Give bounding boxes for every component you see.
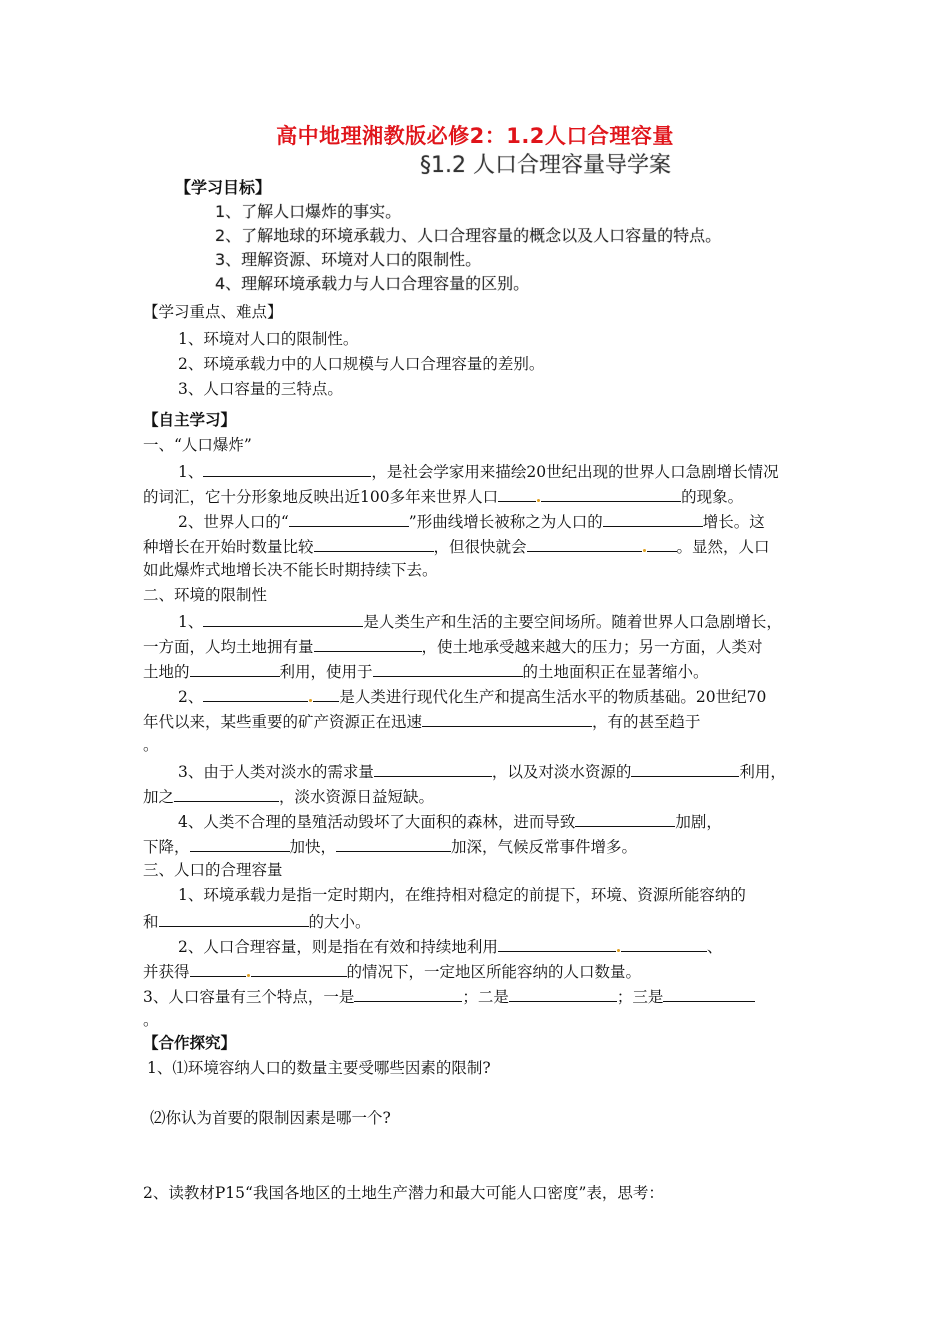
- question-line: 3、人口容量有三个特点，一是 ；二是 ；三是: [143, 985, 755, 1007]
- question-line: 2、世界人口的“ ”形曲线增长被称之为人口的 增长。这: [178, 510, 765, 532]
- cooperation-heading: 【合作探究】: [143, 1034, 237, 1052]
- self-study-heading: 【自主学习】: [143, 411, 237, 429]
- fill-blank[interactable]: [631, 760, 739, 777]
- section-title: 二、环境的限制性: [143, 586, 268, 604]
- marker-dot: [537, 499, 540, 502]
- question-line: 加之 ，淡水资源日益短缺。: [143, 785, 434, 807]
- question-line: 3、由于人类对淡水的需求量 ，以及对淡水资源的 利用，: [178, 760, 786, 782]
- fill-blank[interactable]: [647, 535, 677, 552]
- fill-blank[interactable]: [603, 510, 703, 527]
- keypoint-item: 1、环境对人口的限制性。: [178, 330, 359, 348]
- fill-blank[interactable]: [190, 835, 290, 852]
- marker-dot: [617, 949, 620, 952]
- fill-blank[interactable]: [159, 910, 309, 927]
- question-line: 下降， 加快， 加深，气候反常事件增多。: [143, 835, 637, 857]
- fill-blank[interactable]: [509, 985, 617, 1002]
- fill-blank[interactable]: [541, 485, 681, 502]
- fill-blank[interactable]: [203, 460, 371, 477]
- fill-blank[interactable]: [621, 935, 707, 952]
- keypoint-item: 3、人口容量的三特点。: [178, 380, 343, 398]
- keypoints-heading: 【学习重点、难点】: [143, 303, 283, 321]
- question-line: 和 的大小。: [143, 910, 371, 932]
- discussion-question: ⑵你认为首要的限制因素是哪一个?: [150, 1109, 391, 1127]
- fill-blank[interactable]: [663, 985, 755, 1002]
- question-line: 2、人口合理容量，则是指在有效和持续地利用 、: [178, 935, 722, 957]
- discussion-question: 2、读教材P15“我国各地区的土地生产潜力和最大可能人口密度”表，思考：: [143, 1184, 664, 1202]
- fill-blank[interactable]: [498, 485, 536, 502]
- question-line: 的词汇，它十分形象地反映出近100多年来世界人口 的现象。: [143, 485, 743, 507]
- fill-blank[interactable]: [575, 810, 675, 827]
- question-line: 土地的 利用，使用于 的土地面积正在显著缩小。: [143, 660, 709, 682]
- objectives-heading: 【学习目标】: [175, 178, 272, 197]
- question-line: 4、人类不合理的垦殖活动毁坏了大面积的森林，进而导致 加剧，: [178, 810, 722, 832]
- document-subtitle: §1.2 人口合理容量导学案: [420, 153, 671, 178]
- fill-blank[interactable]: [354, 985, 462, 1002]
- fill-blank[interactable]: [527, 535, 642, 552]
- fill-blank[interactable]: [190, 660, 280, 677]
- question-line: 。: [143, 736, 159, 754]
- question-line: 。: [143, 1011, 159, 1029]
- fill-blank[interactable]: [374, 760, 492, 777]
- fill-blank[interactable]: [422, 710, 592, 727]
- objective-item: 2、了解地球的环境承载力、人口合理容量的概念以及人口容量的特点。: [215, 226, 722, 245]
- question-line: 种增长在开始时数量比较 ，但很快就会 。显然，人口: [143, 535, 770, 557]
- question-line: 如此爆炸式地增长决不能长时期持续下去。: [143, 561, 438, 579]
- section-title: 一、“人口爆炸”: [143, 436, 252, 454]
- fill-blank[interactable]: [314, 635, 422, 652]
- objective-item: 4、理解环境承载力与人口合理容量的区别。: [215, 274, 530, 293]
- question-line: 年代以来，某些重要的矿产资源正在迅速 ，有的甚至趋于: [143, 710, 701, 732]
- marker-dot: [643, 549, 646, 552]
- fill-blank[interactable]: [373, 660, 523, 677]
- question-line: 1、 ，是社会学家用来描绘20世纪出现的世界人口急剧增长情况: [178, 460, 779, 482]
- fill-blank[interactable]: [190, 960, 246, 977]
- discussion-question: 1、⑴环境容纳人口的数量主要受哪些因素的限制?: [147, 1059, 491, 1077]
- fill-blank[interactable]: [313, 685, 339, 702]
- section-title: 三、人口的合理容量: [143, 861, 283, 879]
- fill-blank[interactable]: [336, 835, 451, 852]
- marker-dot: [309, 699, 312, 702]
- fill-blank[interactable]: [251, 960, 347, 977]
- keypoint-item: 2、环境承载力中的人口规模与人口合理容量的差别。: [178, 355, 545, 373]
- question-line: 并获得 的情况下，一定地区所能容纳的人口数量。: [143, 960, 641, 982]
- question-line: 一方面，人均土地拥有量 ，使土地承受越来越大的压力；另一方面，人类对: [143, 635, 763, 657]
- document-title: 高中地理湘教版必修2：1.2人口合理容量: [276, 124, 674, 148]
- objective-item: 1、了解人口爆炸的事实。: [215, 202, 402, 221]
- fill-blank[interactable]: [203, 685, 308, 702]
- marker-dot: [247, 974, 250, 977]
- fill-blank[interactable]: [174, 785, 279, 802]
- question-line: 2、 是人类进行现代化生产和提高生活水平的物质基础。20世纪70: [178, 685, 766, 707]
- objective-item: 3、理解资源、环境对人口的限制性。: [215, 250, 482, 269]
- fill-blank[interactable]: [289, 510, 409, 527]
- question-line: 1、环境承载力是指一定时期内，在维持相对稳定的前提下，环境、资源所能容纳的: [178, 886, 746, 904]
- fill-blank[interactable]: [203, 610, 363, 627]
- fill-blank[interactable]: [498, 935, 616, 952]
- question-line: 1、 是人类生产和生活的主要空间场所。随着世界人口急剧增长，: [178, 610, 782, 632]
- fill-blank[interactable]: [314, 535, 434, 552]
